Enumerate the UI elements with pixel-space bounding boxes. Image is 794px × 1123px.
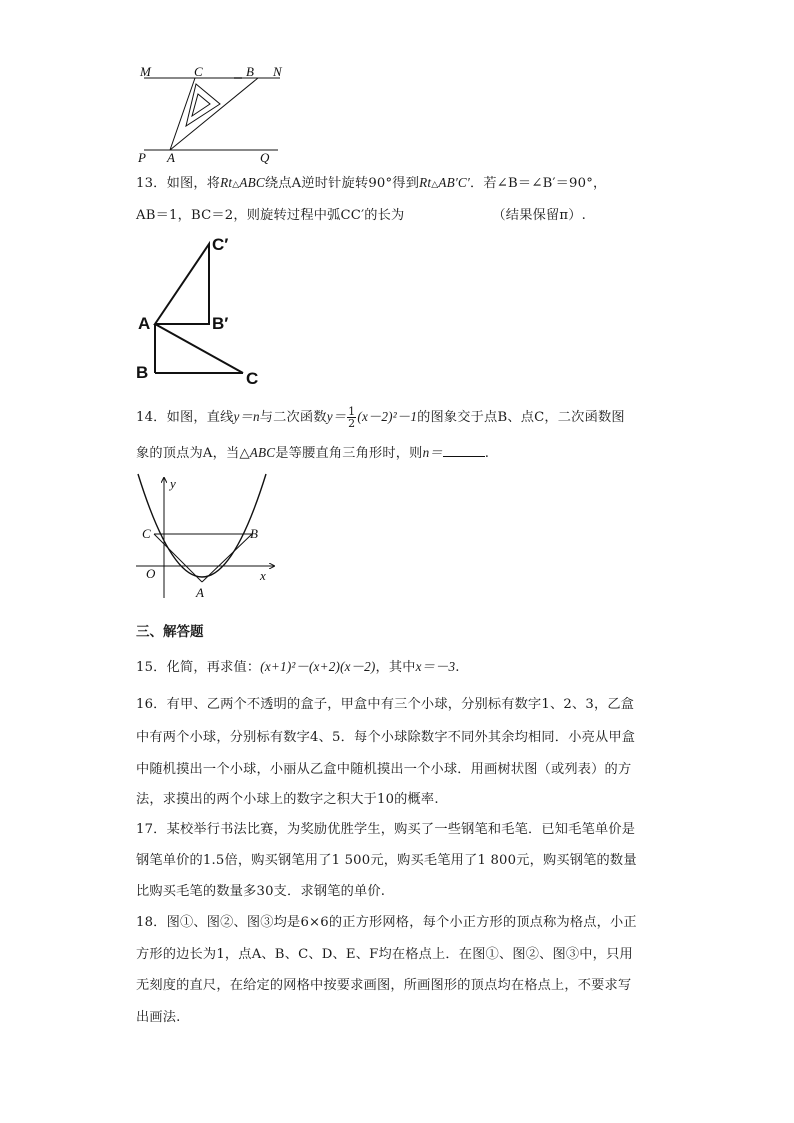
label-A: A (138, 314, 151, 333)
label-B: B (246, 64, 254, 79)
answer-blank[interactable] (443, 444, 485, 457)
label-C: C (246, 369, 259, 388)
label-Q: Q (260, 150, 270, 165)
q15-text-d: . (455, 660, 460, 675)
q14-text-d: 象的顶点为A，当 (136, 446, 240, 461)
q16-line-2: 中有两个小球，分别标有数字4、5．每个小球除数字不同外其余均相同．小亮从甲盒 (136, 730, 636, 745)
frac-denominator: 2 (348, 417, 356, 430)
q13-text-b: 绕点A逆时针旋转90°得到 (264, 176, 420, 191)
q14-fraction (347, 406, 356, 429)
q14-expr-quadratic: (x－2)²－1 (357, 409, 418, 424)
q16-line-1: 16．有甲、乙两个不透明的盒子，甲盒中有三个小球，分别标有数字1、2、3，乙盒 (136, 697, 635, 712)
q13-rt1: Rt (220, 175, 233, 190)
q14-text-f: . (484, 446, 490, 461)
label-B-prime: B′ (212, 314, 229, 333)
q18-line-2: 方形的边长为1，点A、B、C、D、E、F均在格点上．在图①、图②、图③中，只用 (136, 947, 633, 962)
label-C: C (194, 64, 203, 79)
q13-line1 (136, 172, 606, 191)
q17-line-1: 17．某校举行书法比赛，为奖励优胜学生，购买了一些钢笔和毛笔．已知毛笔单价是 (136, 822, 636, 837)
label-C: C (142, 526, 151, 541)
q13-abc2: AB′C′ (438, 175, 471, 190)
q17-line-2: 钢笔单价的1.5倍，购买钢笔用了1 500元，购买毛笔用了1 800元，购买钢笔的数量 (136, 853, 637, 868)
figure-rotation-triangle (132, 232, 272, 388)
q18-line-3: 无刻度的直尺，在给定的网格中按要求画图，所画图形的顶点均在格点上，不要求写 (136, 978, 632, 993)
q14-line2 (136, 442, 489, 461)
q13-tri-symbol: △ (232, 180, 240, 190)
q15-text-b: ，其中 (375, 660, 416, 675)
q14-text-b: 与二次函数 (259, 410, 327, 425)
q13-text-a: 13．如图，将 (136, 176, 221, 191)
q13-rt2: Rt (419, 175, 432, 190)
q14-expr-line: y＝n (233, 409, 260, 424)
q14-text-c: 的图象交于点B、点C，二次函数图 (417, 410, 625, 425)
q13-text-c: ．若∠B＝∠B′＝90°， (470, 176, 607, 191)
label-y-axis: y (170, 476, 176, 491)
label-C-prime: C′ (212, 235, 229, 254)
label-M: M (140, 64, 151, 79)
label-A: A (167, 150, 175, 165)
section-heading-answer-questions: 三、解答题 (136, 624, 204, 640)
label-N: N (273, 64, 282, 79)
q15-text-a: 15．化简，再求值： (136, 660, 261, 675)
label-O: O (146, 566, 156, 581)
q17-line-3: 比购买毛笔的数量多30支．求钢笔的单价. (136, 884, 386, 899)
q14-text-e: 是等腰直角三角形时，则 (275, 446, 423, 461)
frac-numerator: 1 (348, 405, 356, 418)
q18-line-1: 18．图①、图②、图③均是6×6的正方形网格，每个小正方形的顶点称为格点，小正 (136, 915, 637, 930)
q14-n-eq: n＝ (422, 445, 443, 460)
label-A: A (196, 585, 204, 600)
q13-abc: ABC (239, 175, 265, 190)
q13-text-d: AB＝1，BC＝2，则旋转过程中弧CC′的长为 (136, 208, 405, 223)
q13-tri-symbol-2: △ (431, 180, 439, 190)
q14-text-a: 14．如图，直线 (136, 410, 234, 425)
q14-line1 (136, 406, 625, 429)
q18-line-4: 出画法. (136, 1010, 181, 1025)
q16-line-4: 法，求摸出的两个小球上的数字之积大于10的概率. (136, 792, 439, 807)
q15-line (136, 656, 460, 675)
q14-expr-y: y＝ (326, 409, 347, 424)
label-P: P (138, 150, 146, 165)
figure-parallel-lines-triangle (130, 60, 290, 166)
label-B: B (250, 526, 258, 541)
q16-line-3: 中随机摸出一个小球，小丽从乙盒中随机摸出一个小球．用画树状图（或列表）的方 (136, 762, 632, 777)
q13-line2 (136, 204, 586, 223)
q13-text-e: （结果保留π）. (492, 208, 587, 223)
figure-parabola (132, 470, 282, 602)
q14-triangle: △ABC (239, 445, 276, 460)
q15-value: x＝－3 (415, 659, 456, 674)
label-x-axis: x (260, 568, 266, 583)
q15-expression: (x+1)²－(x+2)(x－2) (260, 659, 376, 674)
label-B: B (136, 363, 149, 382)
